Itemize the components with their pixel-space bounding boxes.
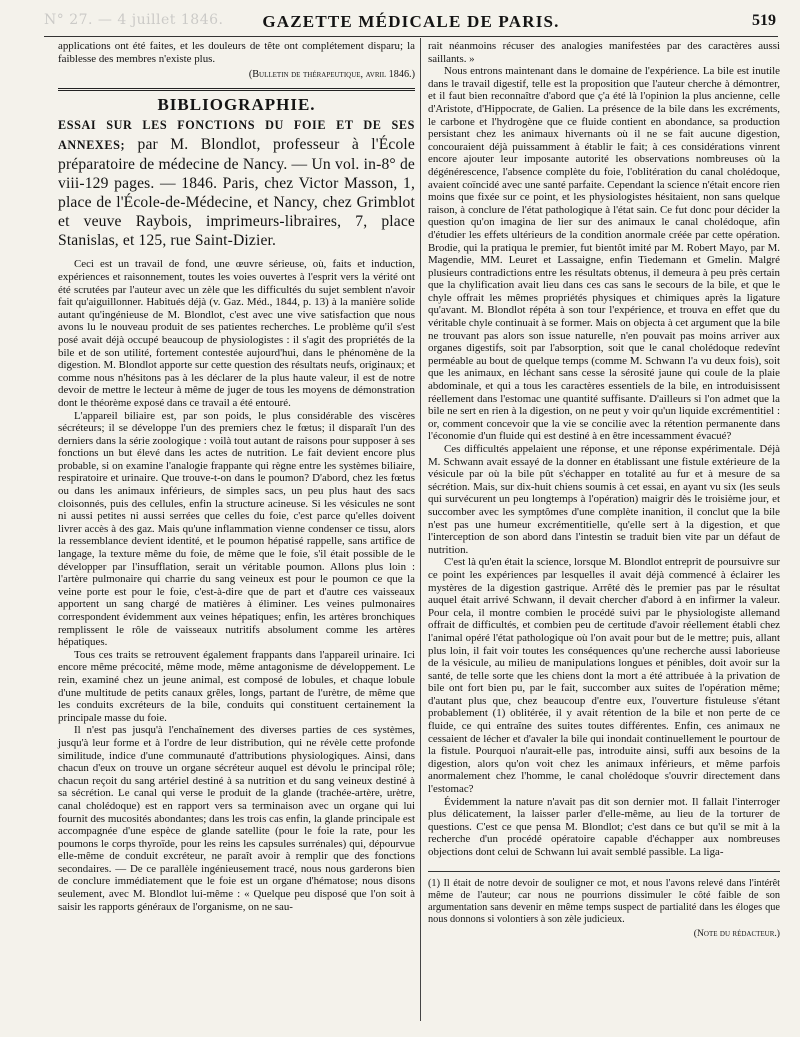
source-citation: (Bulletin de thérapeutique, avril 1846.)	[248, 69, 415, 81]
faded-issue-line: N° 27. — 4 juillet 1846.	[44, 12, 224, 28]
book-reference	[58, 115, 415, 250]
review-paragraph-4: Il n'est pas jusqu'à l'enchaînement des diverses parties de ces systèmes, jusqu'à leur forme et à l'ordre de leur distribution, qui ne révèle cette profonde similitude, indice d'une communauté d'attributions physiologiques. Ainsi, dans chacun d'eux on trouve un organe sécréteur auquel est dévolu le principal rôle; chacun reçoit du sang artériel destiné à sa nutrition et du sang veineux destiné à sa sécrétion. Le canal qui verse le produit de la glande (trachée-artère, urètre, canal cholédoque) est en rapport vers sa terminaison avec un organe qui lui fournit des mucosités abondantes; dans les trois cas enfin, la glande principale est accompagnée d'une espèce de glande satellite (pour le foie la rate, pour les poumons le corps thyroïde, pour les reins les capsules surrénales) qui, dépourvue elle-même de conduit excréteur, ne paraît avoir à remplir que des fonctions secondaires. — De ce parallèle ingénieusement tracé, nous nous garderons bien de conclure immédiatement que le foie est un organe d'hématose; nous disons seulement, avec M. Blondlot lui-même : « Quelque peu disposé que l'on soit à saisir les rapports généraux de l'organisme, on ne sau-	[58, 724, 415, 913]
journal-title: GAZETTE MÉDICALE DE PARIS.	[262, 12, 560, 31]
review-paragraph-1: Ceci est un travail de fond, une œuvre sérieuse, où, faits et induction, expériences et raisonnement, toutes les voies ouvertes à l'esprit vers la vérité ont été scrutées par l'auteur avec un zèle que les difficultés du sujet semblent n'avoir fait qu'aiguillonner. Habitués déjà (v. Gaz. Méd., 1844, p. 13) à la manière solide autant qu'ingénieuse de M. Blondlot, c'est avec une vive satisfaction que nous avons lu le nouveau produit de ses patientes recherches. Le problème qu'il s'est posé avait déjà occupé beaucoup de physiologistes : il s'agit des propriétés de la bile et de son utilité, fortement contestée aujourd'hui, dans le phénomène de la digestion. M. Blondlot apporte sur cette question des résultats neufs, originaux; et comme nous n'hésitons pas à les déclarer de la plus haute valeur, il est de notre devoir de mettre le lecteur à même de juger de tous les moyens de démonstration dont le théorème exposé dans ce travail a été entouré.	[58, 258, 415, 409]
review-paragraph-5: rait néanmoins récuser des analogies manifestées par des caractères aussi saillants. »	[428, 40, 780, 65]
section-separator	[58, 88, 415, 91]
footnote-signature: (Note du rédacteur.)	[693, 928, 780, 940]
review-paragraph-8: C'est là qu'en était la science, lorsque M. Blondlot entreprit de poursuivre sur ce point les expériences par lesquelles il avait déjà commencé à éclairer les mystères de la digestion gastrique. Arrêté dès le premier pas par le résultat auquel était arrivé Schwann, il devait chercher d'abord à en infirmer la valeur. Pour cela, il montre combien le procédé suivi par le physiologiste allemand offrait de difficultés, et combien peu de certitude d'avoir réellement établi chez l'animal opéré l'état pathologique où l'on avait pour but de le mettre; puis, allant plus loin, il fait voir toutes les conséquences qu'une recherche aussi laborieuse de la vésicule, au milieu de manipulations longues et pénibles, doit avoir sur la santé, de telle sorte que les chiens dont la mort a été attribuée à la privation de bile ont fort bien pu, par le fait, succomber aux suites de l'opération même; d'autant plus que, chez beaucoup d'entre eux, l'ouverture fistuleuse s'étant probablement (1) oblitérée, il y avait rétention de la bile et non perte de ce fluide, ce qui entraîne des suites toutes différentes. Enfin, ces animaux ne cessaient de lécher et d'avaler la bile qui inondait continuellement le pourtour de la fistule. Pourquoi n'aurait-elle pas, introduite ainsi, suffi aux besoins de la digestion, alors qu'on voit chez les animaux inférieurs, et même parfois anormalement chez l'homme, le canal cholédoque s'ouvrir directement dans l'estomac?	[428, 556, 781, 796]
review-paragraph-7: Ces difficultés appelaient une réponse, et une réponse expérimentale. Déjà M. Schwann avait essayé de la donner en établissant une fistule extérieure de la vésicule par où la bile pût s'échapper en totalité au fur et à mesure de sa sécrétion. Mais, sur dix-huit chiens soumis à cet essai, en ayant vu six (les seuls qui survécurent un peu longtemps à l'opération) maigrir dès le troisième jour, et succomber avec les symptômes d'une complète inanition, il conclut que la bile n'est pas une humeur excrémentitielle, qu'elle sert à la digestion, et que l'interception de son abord dans l'intestin se traduit bien vite par un défaut de nutrition.	[428, 443, 780, 556]
review-paragraph-3: Tous ces traits se retrouvent également frappants dans l'appareil urinaire. Ici encore même précocité, même mode, même antagonisme de développement. Le rein, examiné chez un jeune animal, est composé de lobules, et chaque lobule d'une multitude de petits canaux grêles, longs, partant de l'urètre, de même que les conduits excréteurs de la bile, conduits qui constituent certainement la principale masse du foie.	[58, 648, 415, 724]
continued-paragraph: applications ont été faites, et les douleurs de tête ont complétement disparu; la faiblesse des membres n'existe plus.	[58, 40, 415, 65]
review-paragraph-6: Nous entrons maintenant dans le domaine de l'expérience. La bile est inutile dans le travail digestif, telle est la proposition que l'auteur cherche à démontrer, et il faut bien reconnaître d'abord que ç'a été là l'opinion la plus ancienne, celle d'Aristote, d'Hippocrate, de Galien. La présence de la bile dans les excréments, le carbone et l'hydrogène que ce fluide contient en abondance, sa production persistant chez les animaux hivernants où il ne se fait aucune digestion, concouraient déjà puissamment à établir le fait; à ces considérations vinrent encore ajouter leur imposante autorité les observations nombreuses où la dégénérescence, l'absence complète du foie, l'oblitération du canal cholédoque, avaient coïncidé avec une santé parfaite. Cependant la science n'était encore rien moins que fixée sur ce point, et les physiologistes hésitaient, non sans quelque raison, à conclure de l'état pathologique à l'état sain. Ce fut donc pour décider la question qu'on imagina de lier sur des animaux le canal cholédoque, afin d'étudier les effets ultérieurs de la condition anormale créée par cette opération. Brodie, qui la pratiqua le premier, fut bientôt imité par M. Robert Mayo, par M. Magendie, MM. Leuret et Lassaigne, enfin Tiedemann et Gmelin. Malgré plusieurs contradictions entre les résultats obtenus, il demeura à peu près certain que la chylification avait lieu dans ces cas sans le secours de la bile, et que le chyle offrait les mêmes propriétés physiques et chimiques après la ligature qu'avant. M. Blondlot répéta à son tour l'expérience, et trouva en effet que du véritable chyle continuait à se former. Mais on objecta à cet argument que la bile ne trouvant pas alors son issue naturelle, n'en pouvait pas moins arriver aux organes digestifs, soit par l'absorption, soit que le canal cholédoque redevînt perméable au bout de quelque temps (comme M. Schwann l'a vu deux fois), soit que les animaux, en léchant sans cesse la sérosité jaune qui coule de la plaie abdominale, et qui a tous les caractères essentiels de la bile, en introduisissent réellement dans l'estomac une quantité suffisante. D'ailleurs si l'on admet que la bile ne sert en rien à la digestion, on ne peut y voir qu'un liquide excrémentitiel : or, comment concevoir que la vie se concilie avec la rétention permanente dans l'économie d'un fluide qui est destiné à en être incessamment évacué?	[428, 65, 780, 443]
right-column	[428, 40, 780, 941]
footnote: (1) Il était de notre devoir de souligner ce mot, et nous l'avons relevé dans l'intérêt même de l'auteur; car nous ne pourrions dissimuler le côté faible de son argumentation sans devenir en même temps suspect de partialité dans les éloges que nous donnons si volontiers à son zèle judicieux.	[428, 877, 780, 926]
review-paragraph-2: L'appareil biliaire est, par son poids, le plus considérable des viscères sécréteurs; il se développe l'un des premiers chez le fœtus; il disparaît l'un des derniers dans la série zoologique : voilà tout autant de raisons pour supposer à ses fonctions un but élevé dans les actes de nutrition. Le fait devient encore plus probable, si on examine l'analogie frappante qui règne entre les systèmes biliaire, respiratoire et urinaire. Que trouve-t-on dans le poumon? D'abord, chez les fœtus ou dans les animaux inférieurs, de simples sacs, un peu plus haut des sacs cloisonnés, puis des cellules, enfin la structure acineuse. Si les vésicules ne sont ni aussi petites ni aussi serrées que celles du foie, c'est parce qu'elles doivent livrer accès à des gaz. Mais qu'une inflammation vienne condenser ce tissu, alors la ressemblance devient identité, et le poumon hépatisé rappelle, sans artifice de langage, la texture même du foie, de même que le foie, s'il était possible de le développer par l'insufflation, serait un véritable poumon. Allons plus loin : l'artère pulmonaire qui charrie du sang veineux est pour le poumon ce que la veine porte est pour le foie, c'est-à-dire que de part et d'autre ces vaisseaux apportent un sang chargé de matières à éliminer. Les veines pulmonaires correspondent évidemment aux veines hépatiques; enfin, les artères bronchiques remplissent le rôle de vaisseaux nutritifs absolument comme les artères hépatiques.	[58, 409, 415, 649]
review-paragraph-9: Évidemment la nature n'avait pas dit son dernier mot. Il fallait l'interroger plus délicatement, la laisser parler d'elle-même, au lieu de la torturer de questions. C'est ce que pensa M. Blondlot; c'est dans ce but qu'il se mit à la recherche d'un procédé opératoire capable d'échapper aux nombreuses objections dont celui de Schwann lui avait semblé passible. La liga-	[428, 795, 780, 858]
left-column	[58, 40, 415, 913]
column-divider	[420, 38, 421, 1021]
page-header	[44, 8, 778, 34]
page-number: 519	[752, 12, 776, 29]
book-details: par M. Blondlot, professeur à l'École préparatoire de médecine de Nancy. — Un vol. in-8° de viii-129 pages. — 1846. Paris, chez Victor Masson, 1, place de l'École-de-Médecine, et Nancy, chez Grimblot et veuve Raybois, imprimeurs-libraires, 7, place Stanislas, et 125, rue Saint-Dizier.	[58, 136, 415, 250]
book-title: ESSAI SUR LES FONCTIONS DU FOIE ET DE SES ANNEXES;	[58, 118, 415, 153]
section-title: BIBLIOGRAPHIE.	[157, 94, 316, 114]
footnote-rule	[428, 871, 780, 872]
header-rule	[44, 36, 778, 37]
